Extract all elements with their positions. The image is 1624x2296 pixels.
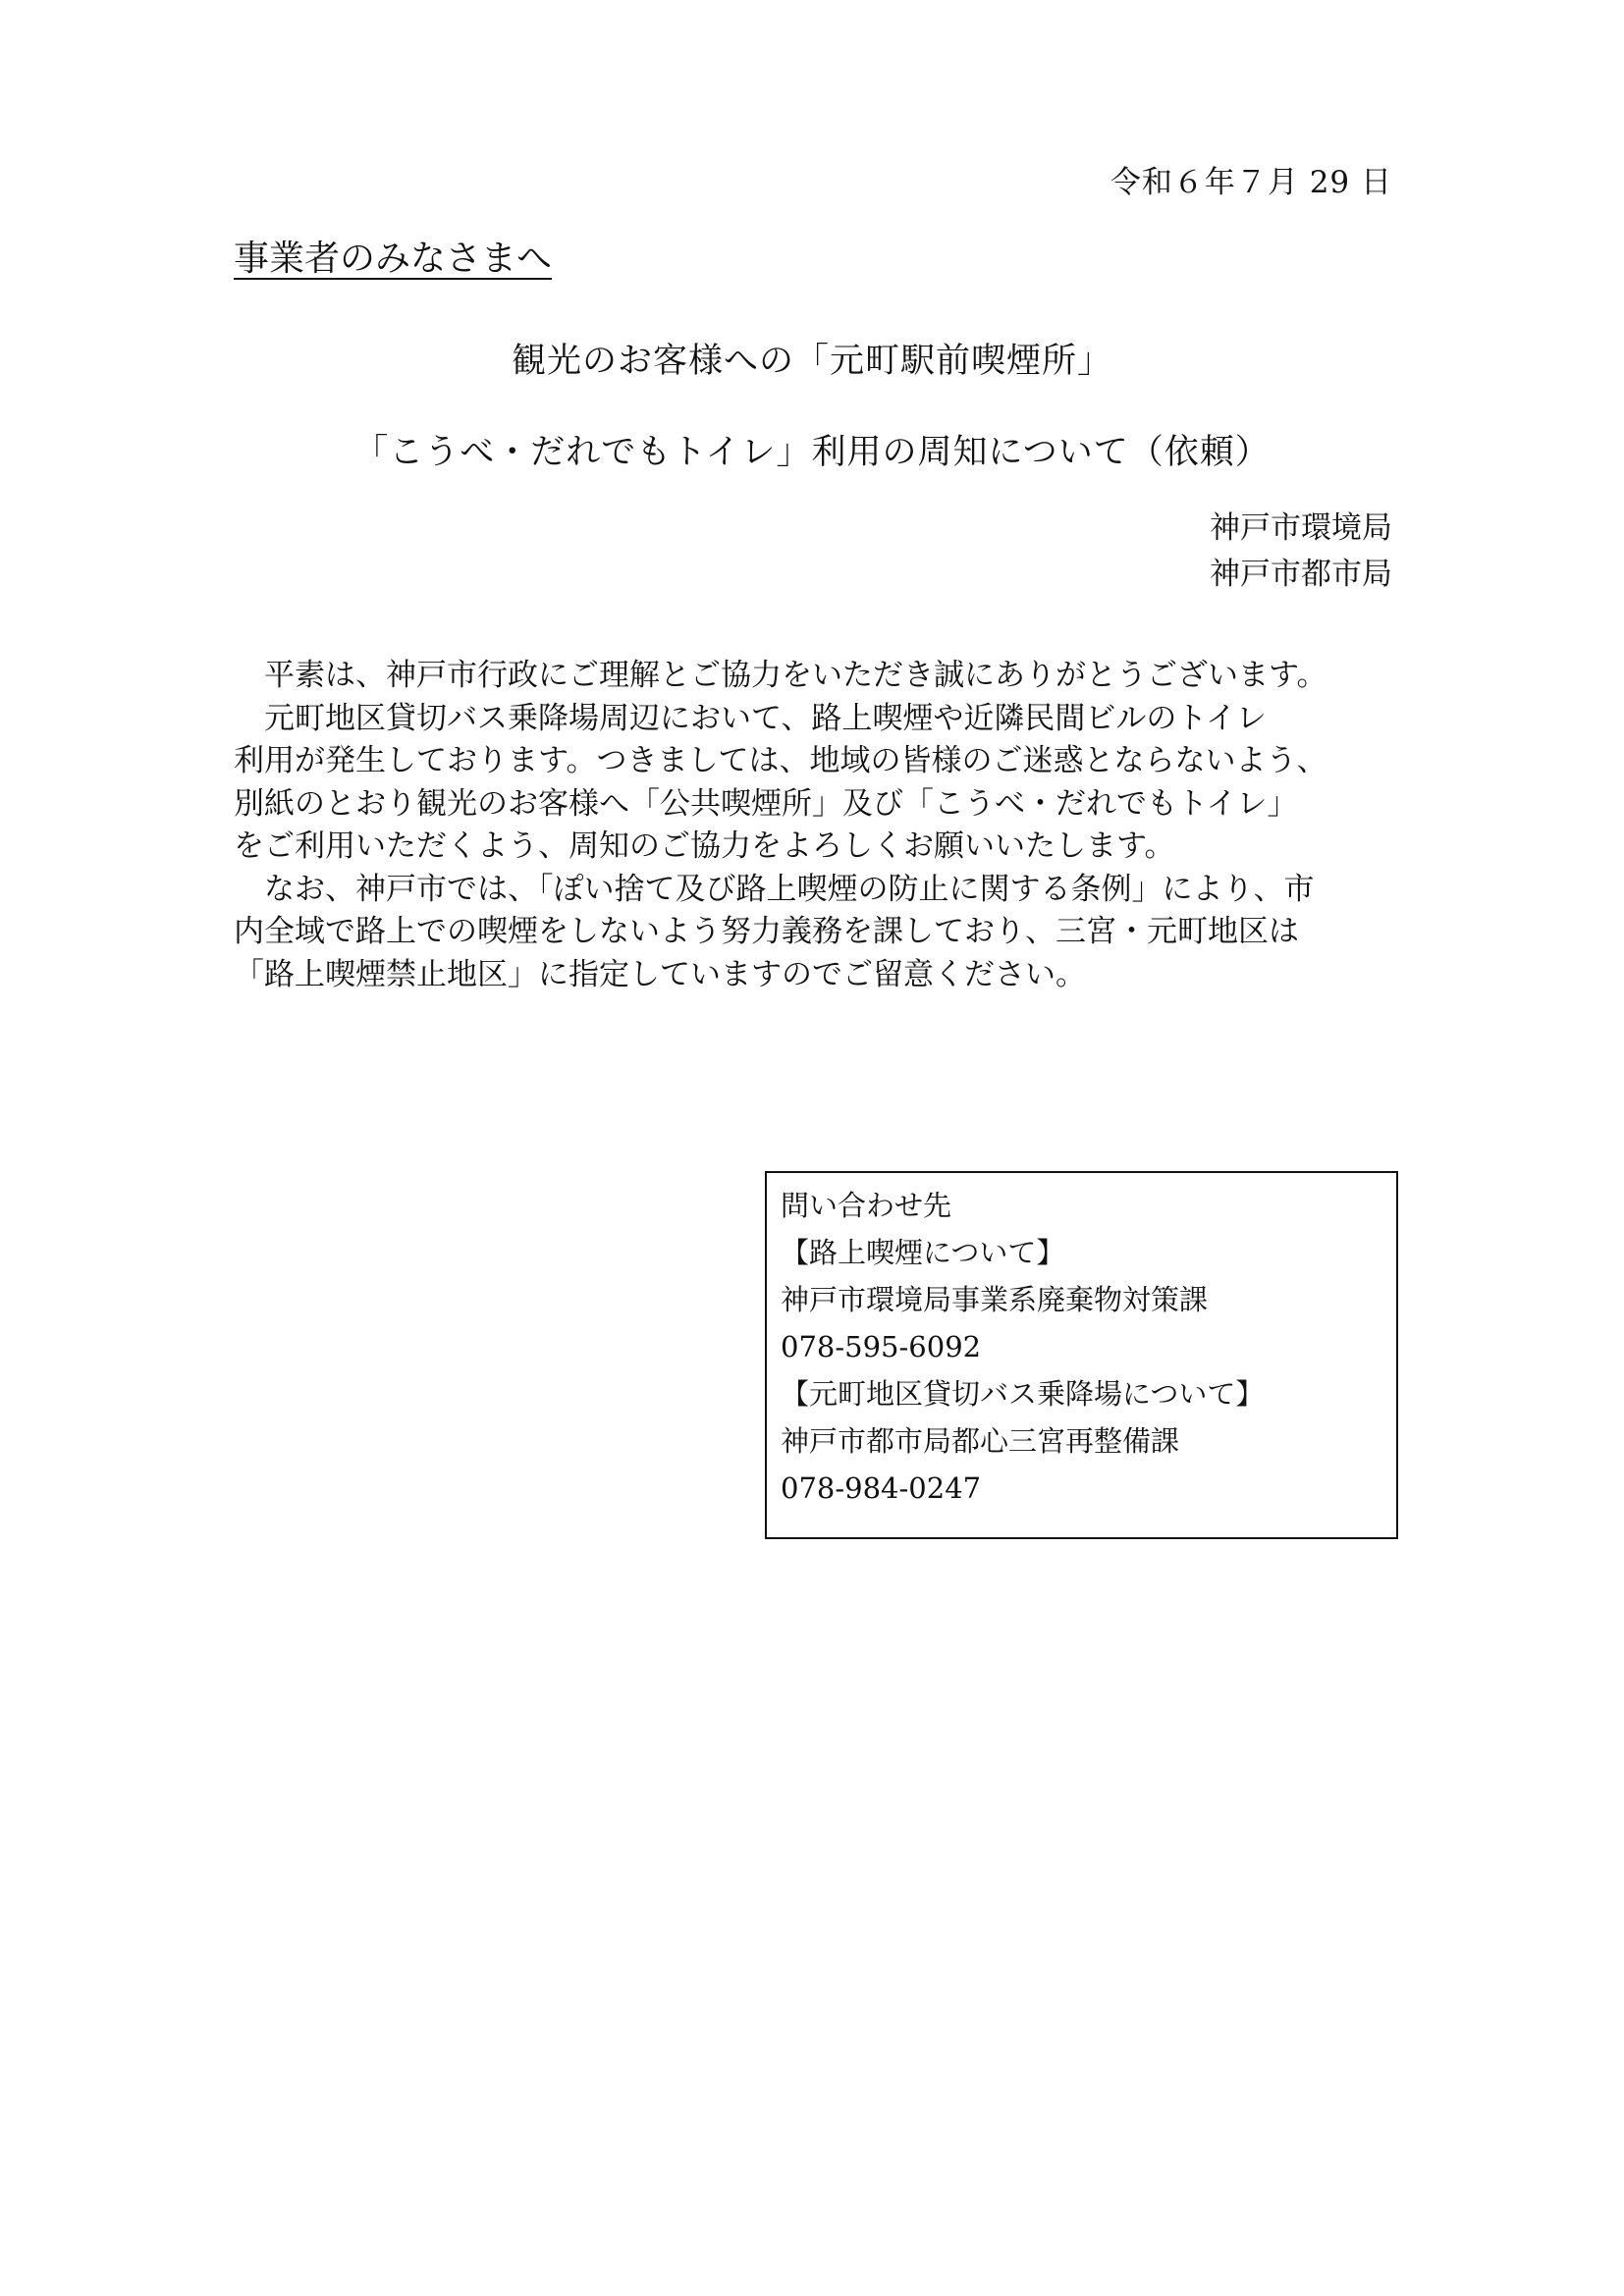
sender-urban-bureau: 神戸市都市局 bbox=[1210, 557, 1392, 592]
body-line: 元町地区貸切バス乗降場周辺において、路上喫煙や近隣民間ビルのトイレ bbox=[234, 700, 1267, 736]
body-line: 内全域で路上での喫煙をしないよう努力義務を課しており、三宮・元町地区は bbox=[234, 914, 1299, 949]
body-line: をご利用いただくよう、周知のご協力をよろしくお願いいたします。 bbox=[234, 828, 1175, 864]
contact-heading: 問い合わせ先 bbox=[781, 1189, 952, 1222]
body-line: 利用が発生しております。つきましては、地域の皆様のご迷惑とならないよう、 bbox=[234, 743, 1327, 778]
body-line: 別紙のとおり観光のお客様へ「公共喫煙所」及び「こうべ・だれでもトイレ」 bbox=[234, 785, 1298, 822]
document-date: 令和６年７月 29 日 bbox=[1110, 165, 1392, 200]
addressee: 事業者のみなさまへ bbox=[234, 239, 553, 279]
sender-environment-bureau: 神戸市環境局 bbox=[1210, 510, 1392, 546]
contact-phone-urban: 078-984-0247 bbox=[781, 1471, 982, 1505]
contact-phone-environment: 078-595-6092 bbox=[781, 1330, 982, 1363]
contact-department-urban: 神戸市都市局都心三宮再整備課 bbox=[781, 1424, 1180, 1458]
contact-box bbox=[765, 1171, 1398, 1539]
senders bbox=[1210, 506, 1392, 598]
body-line: 「路上喫煙禁止地区」に指定していますのでご留意ください。 bbox=[234, 956, 1086, 992]
document-title-line1: 観光のお客様への「元町駅前喫煙所」 bbox=[511, 342, 1112, 381]
document-title-line2: 「こうべ・だれでもトイレ」利用の周知について（依頼） bbox=[353, 433, 1271, 472]
contact-topic-bus-stop: 【元町地区貸切バス乗降場について】 bbox=[781, 1377, 1265, 1411]
contact-topic-street-smoking: 【路上喫煙について】 bbox=[781, 1236, 1065, 1269]
body-line: なお、神戸市では、「ぽい捨て及び路上喫煙の防止に関する条例」により、市 bbox=[234, 871, 1315, 907]
body-line: 平素は、神戸市行政にご理解とご協力をいただき誠にありがとうございます。 bbox=[234, 658, 1327, 693]
body-text bbox=[234, 655, 1400, 996]
contact-department-environment: 神戸市環境局事業系廃棄物対策課 bbox=[781, 1283, 1209, 1316]
